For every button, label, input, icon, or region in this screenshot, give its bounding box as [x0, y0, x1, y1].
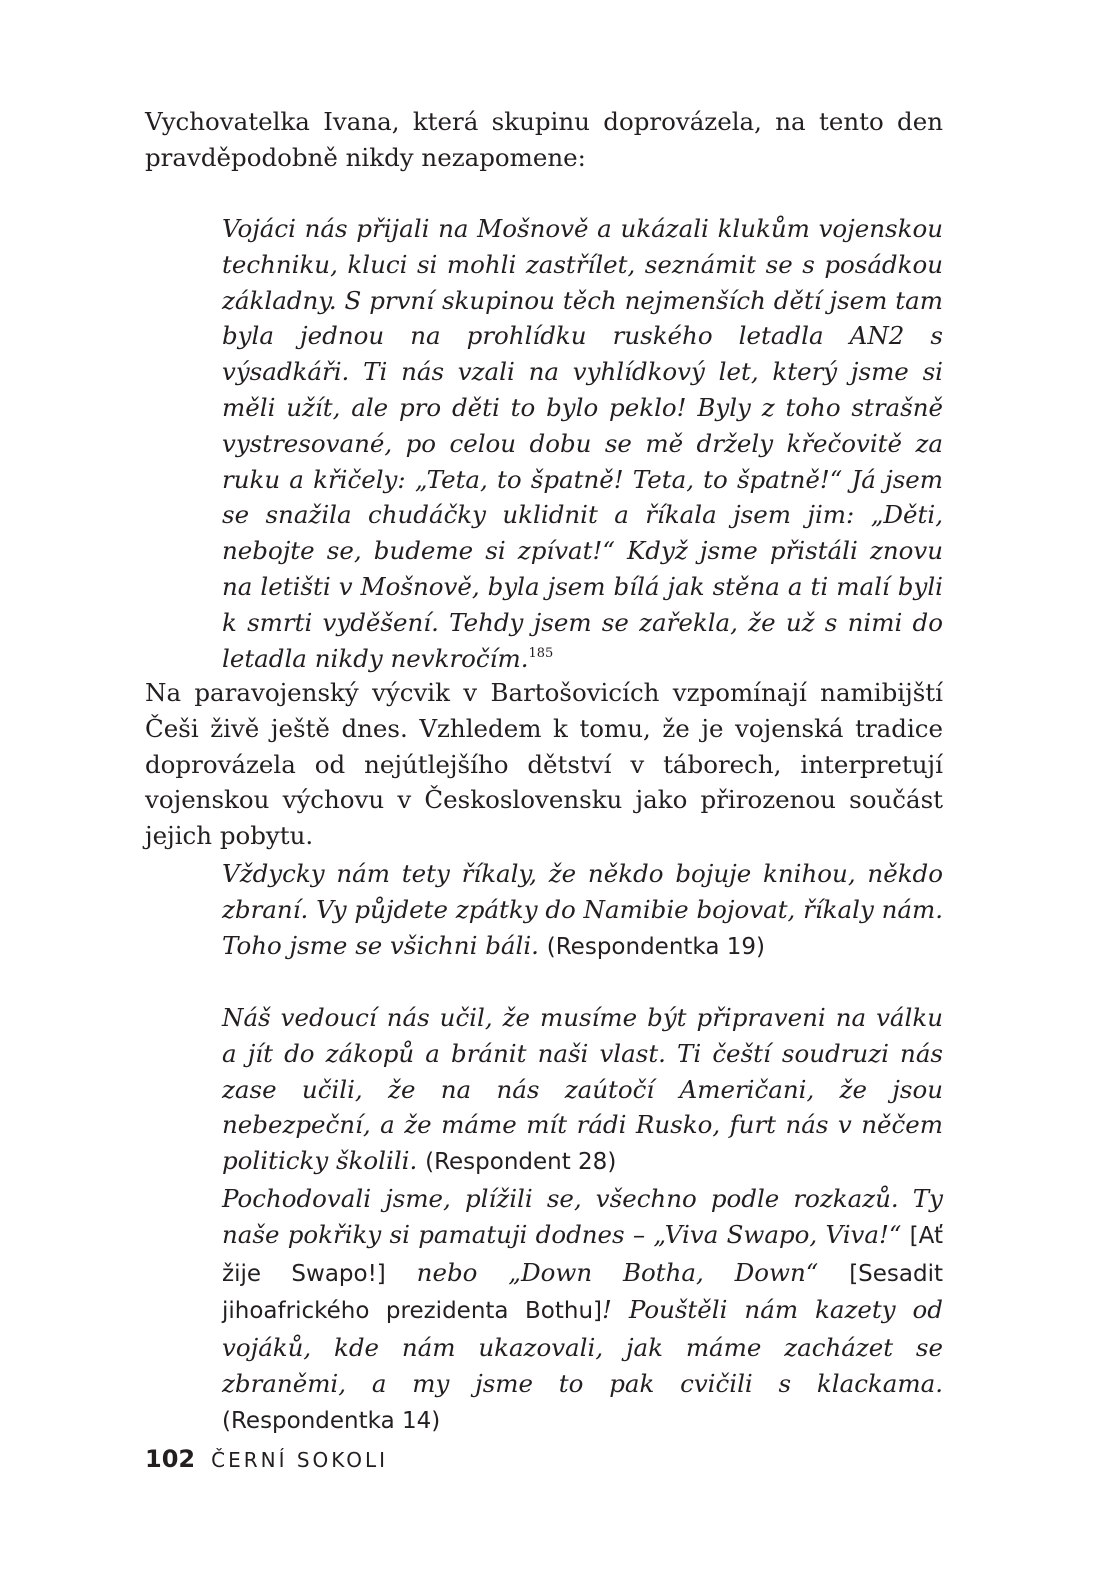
quote-source: (Respondentka 14)	[222, 1407, 441, 1434]
quote-text: Vždycky nám tety říkaly, že někdo bojuje knihou, někdo zbraní. Vy půjdete zpátky do Namibie bojovat, říkaly nám. Toho jsme se všichni báli.	[222, 859, 943, 960]
quote-source: (Respondentka 19)	[546, 933, 765, 960]
page-number: 102	[145, 1445, 196, 1473]
body-paragraph-intro: Vychovatelka Ivana, která skupinu doprovázela, na tento den pravděpodobně nikdy nezapomene:	[145, 107, 943, 172]
quote-source: (Respondent 28)	[425, 1149, 617, 1176]
running-title: ČERNÍ SOKOLI	[211, 1448, 389, 1472]
page-footer	[145, 1445, 388, 1485]
quote-gloss-1: [Ať žije Swapo!]	[222, 1222, 943, 1287]
quote-gloss-2: [Sesadit jihoafrického prezidenta Bothu]	[222, 1260, 944, 1325]
footnote-marker: 185	[528, 645, 554, 661]
quote-text: Náš vedoucí nás učil, že musíme být připraveni na válku a jít do zákopů a bránit naši vlast. Ti čeští soudruzi nás zase učili, že na nás zaútočí Američani, že jsou nebezpeční, a že máme mít rádi Rusko, furt nás v něčem politicky školili.	[222, 1003, 943, 1176]
quote-text-part-1: Pochodovali jsme, plížili se, všechno podle rozkazů. Ty naše pokřiky si pamatuji dodnes – „Viva Swapo, Viva!“	[222, 1184, 943, 1249]
quote-text: Vojáci nás přijali na Mošnově a ukázali klukům vojenskou techniku, kluci si mohli zastřílet, seznámit se s posádkou základny. S první skupinou těch nejmenších dětí jsem tam byla jednou na prohlídku ruského letadla AN2 s výsadkáři. Ti nás vzali na vyhlídkový let, který jsme si měli užít, ale pro děti to bylo peklo! Byly z toho strašně vystresované, po celou dobu se mě držely křečovitě za ruku a křičely: „Teta, to špatně! Teta, to špatně!“ Já jsem se snažila chudáčky uklidnit a říkala jsem jim: „Děti, nebojte se, budeme si zpívat!“ Když jsme přistáli znovu na letišti v Mošnově, byla jsem bílá jak stěna a ti malí byli k smrti vyděšení. Tehdy jsem se zařekla, že už s nimi do letadla nikdy nevkročím.	[222, 214, 943, 673]
quote-block-respondent-19	[222, 856, 943, 965]
quote-block-respondent-28	[222, 1000, 943, 1181]
body-paragraph-bartosovice: Na paravojenský výcvik v Bartošovicích vzpomínají namibijští Češi živě ještě dnes. Vzhledem k tomu, že je vojenská tradice doprovázela od nejútlejšího dětství v táborech, interpretují vojenskou výchovu v Československu jako přirozenou součást jejich pobytu.	[145, 678, 943, 851]
quote-block-ivana	[222, 211, 943, 676]
quote-block-respondent-14	[222, 1181, 943, 1440]
quote-text-part-3: ! Pouštěli nám kazety od vojáků, kde nám ukazovali, jak máme zacházet se zbraněmi, a my jsme to pak cvičili s klackama.	[222, 1295, 943, 1398]
quote-text-part-2: nebo „Down Botha, Down“	[416, 1257, 819, 1287]
